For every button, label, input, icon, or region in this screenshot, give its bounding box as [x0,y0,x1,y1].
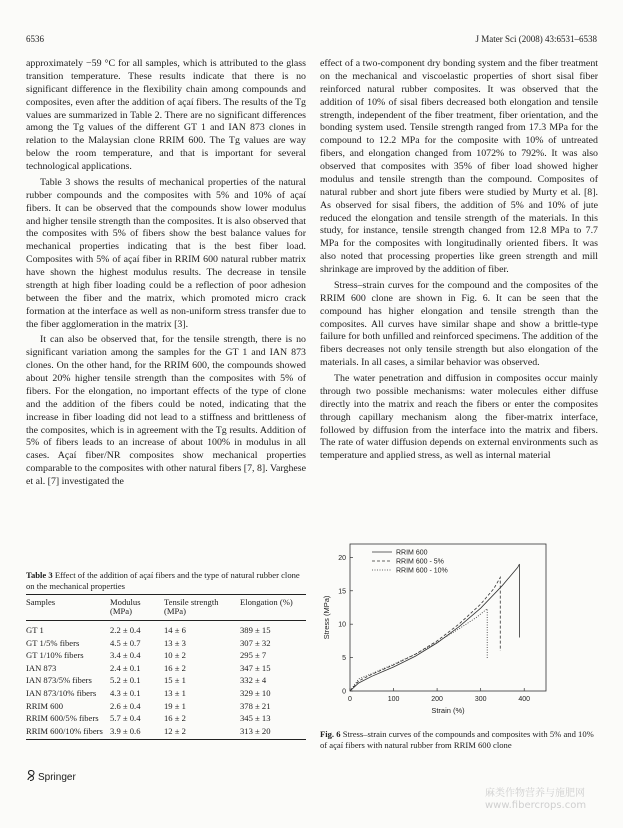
mechanical-properties-table [26,594,306,740]
cell-tensile: 14 ± 6 [164,624,186,635]
table-row [26,662,306,675]
right-paragraph-3: The water penetration and diffusion in composites occur mainly through two possible mechanisms: water molecules either diffuse directly into the matrix and reach the fibers or enter the composites through capillary mechanism along the fiber-matrix interface, followed by diffusion from the interface into the matrix and fibers. The rate of water diffusion depends on external environments such as temperature and applied stress, as well as internal material [320,373,598,462]
table-caption [26,570,306,591]
x-tick-label: 400 [518,696,531,703]
y-tick-label: 10 [338,621,346,629]
journal-citation: J Mater Sci (2008) 43:6531–6538 [475,34,597,44]
cell-sample: IAN 873/5% fibers [26,675,92,686]
stress-strain-chart [320,536,560,721]
table-caption-label: Table 3 [26,570,53,580]
table-header-row [26,595,306,621]
cell-sample: RRIM 600/5% fibers [26,713,99,724]
cell-tensile: 10 ± 2 [164,650,186,661]
cell-modulus: 5.7 ± 0.4 [110,713,141,724]
left-paragraph-3: It can also be observed that, for the tensile strength, there is no significant variation among the samples for the GT 1 and IAN 873 clones. On the other hand, for the RRIM 600, the compounds showed about 20% higher tensile strength than the composites with 5% of fibers. For the elongation, no important effects of the type of clone and the addition of the fibers could be noted, indicating that the increase in fiber loading did not lead to a stiffness and brittleness of the composites, which is in agreement with the Tg results. Addition of 5% of fibers leads to an increase of about 100% in modulus in all cases. Açaí fiber/NR composites show mechanical properties comparable to the composites with other natural fibers [7, 8]. Varghese et al. [7] investigated the [26,334,306,487]
y-axis-label: Stress (MPa) [322,595,331,640]
table-row [26,637,306,650]
col-header-tensile: Tensile strength (MPa) [164,595,240,621]
table-caption-text: Effect of the addition of açaí fibers and the type of natural rubber clone on the mechanical properties [26,570,300,591]
cell-modulus: 4.5 ± 0.7 [110,637,141,648]
cell-elongation: 347 ± 15 [240,662,271,673]
table-row [26,650,306,663]
table-row [26,725,306,740]
cell-elongation: 307 ± 32 [240,637,271,648]
cell-elongation: 329 ± 10 [240,688,271,699]
x-axis-label: Strain (%) [431,706,465,715]
cell-elongation: 313 ± 20 [240,725,306,740]
cell-sample: IAN 873 [26,662,57,673]
cell-elongation: 389 ± 15 [240,624,271,635]
cell-modulus: 4.3 ± 0.1 [110,688,141,699]
legend-entry-1: RRIM 600 [396,549,428,557]
cell-elongation: 345 ± 13 [240,713,271,724]
left-column [26,58,306,489]
figure-6 [320,536,560,721]
y-tick-label: 15 [338,588,346,596]
plot-frame [350,544,546,691]
cell-sample: GT 1 [26,624,44,635]
x-tick-label: 100 [387,696,400,703]
left-paragraph-1: approximately −59 °C for all samples, which is attributed to the glass transition temperature. These results indicate that there is no significant difference in the flexibility chain among compounds and composites, even after the addition of açaí fibers. The results of the Tg values are summarized in Table 2. There are no significant differences among the Tg values of the different GT 1 and IAN 873 clones in relation to the Malaysian clone RRIM 600. The Tg values are way below the room temperature, and that is important for several technological applications. [26,58,306,172]
cell-elongation: 378 ± 21 [240,700,271,711]
page-header [26,34,597,48]
cell-sample: IAN 873/10% fibers [26,688,97,699]
table-row [26,688,306,701]
publisher-name: Springer [38,772,76,783]
cell-sample: RRIM 600/10% fibers [26,725,110,740]
series-line-3 [350,609,487,691]
cell-modulus: 3.9 ± 0.6 [110,725,164,740]
table-row [26,700,306,713]
cell-modulus: 5.2 ± 0.1 [110,675,141,686]
table-row [26,620,306,637]
cell-tensile: 19 ± 1 [164,700,186,711]
left-paragraph-2: Table 3 shows the results of mechanical properties of the natural rubber compounds and the composites with 5% and 10% of açaí fibers. It can be observed that the compounds show lower modulus and higher tensile strength than the composites. It is also observed that the composites with 5% of fibers show the best balance values for mechanical properties indicating that is the best fiber load. Composites with 5% of açaí fiber in RRIM 600 natural rubber matrix have shown the highest modulus results. The decrease in tensile strength at high fiber loading could be a reflection of poor adhesion between the fiber and the matrix, which promoted micro crack formation at the interface as well as non-uniform stress transfer due to the fiber agglomeration in the matrix [3]. [26,176,306,330]
col-header-samples: Samples [26,595,110,621]
figure-caption-label: Fig. 6 [320,729,341,739]
right-column [320,58,598,463]
cell-tensile: 12 ± 2 [164,725,240,740]
right-paragraph-1: effect of a two-component dry bonding system and the fiber treatment on the mechanical and viscoelastic properties of short sisal fiber reinforced natural rubber composites. It was observed that the addition of 10% of sisal fibers decreased both elongation and tensile strength, independent of the fiber treatment, fiber orientation, and the bonding system used. Tensile strength ranged from 17.3 MPa for the compound to 12.2 MPa for the composite with 10% of untreated fibers, and elongation changed from 1072% to 792%. It was also observed that composites with 35% of fiber load showed higher modulus and tensile strength than the compound. Composites of natural rubber and short jute fibers were studied by Murty et al. [8]. As observed for sisal fibers, the addition of 5% and 10% of jute reduced the elongation and tensile strength of the materials. In this study, for instance, tensile strength changed from 12.8 MPa to 7.7 MPa for the composites with longitudinally oriented fibers. It was also noted that processing properties like green strength and mill shrinkage are improved by the addition of fiber. [320,58,598,275]
table-row [26,713,306,726]
table-row [26,675,306,688]
x-tick-label: 0 [348,696,352,703]
cell-tensile: 15 ± 1 [164,675,186,686]
cell-modulus: 3.4 ± 0.4 [110,650,141,661]
cell-modulus: 2.6 ± 0.4 [110,700,141,711]
watermark-line-1: 麻类作物营养与施肥网 [485,788,585,799]
x-tick-label: 300 [474,696,487,703]
cell-elongation: 332 ± 4 [240,675,267,686]
legend-entry-2: RRIM 600 - 5% [396,558,444,566]
cell-sample: RRIM 600 [26,700,64,711]
series-line-2 [350,577,500,691]
cell-sample: GT 1/5% fibers [26,637,80,648]
y-tick-label: 5 [342,655,346,663]
cell-modulus: 2.2 ± 0.4 [110,624,141,635]
col-header-elongation: Elongation (%) [240,595,306,621]
y-tick-label: 20 [338,554,346,562]
cell-tensile: 13 ± 3 [164,637,186,648]
cell-elongation: 295 ± 7 [240,650,267,661]
figure-caption-text: Stress–strain curves of the compounds and composites with 5% and 10% of açaí fibers with natural rubber from RRIM 600 clone [320,729,594,750]
cell-modulus: 2.4 ± 0.1 [110,662,141,673]
springer-logo-icon [26,770,36,781]
figure-caption [320,729,598,750]
cell-tensile: 16 ± 2 [164,713,186,724]
cell-sample: GT 1/10% fibers [26,650,84,661]
right-paragraph-2: Stress–strain curves for the compound and the composites of the RRIM 600 clone are shown in Fig. 6. It can be seen that the compound has higher elongation and tensile strength than the composites. All curves have similar shape and show a brittle-type failure for both unfilled and reinforced specimens. The addition of the fibers decreases not only tensile strength but also elongation of the materials. In all cases, a similar behavior was observed. [320,279,598,369]
watermark [485,788,586,812]
y-tick-label: 0 [342,688,346,696]
cell-tensile: 16 ± 2 [164,662,186,673]
watermark-line-2: www.fibercrops.com [485,800,587,811]
page-footer [26,770,76,783]
x-tick-label: 200 [431,696,443,703]
col-header-modulus: Modulus (MPa) [110,595,164,621]
page-number: 6536 [26,34,44,44]
cell-tensile: 13 ± 1 [164,688,186,699]
legend-entry-3: RRIM 600 - 10% [396,567,448,575]
